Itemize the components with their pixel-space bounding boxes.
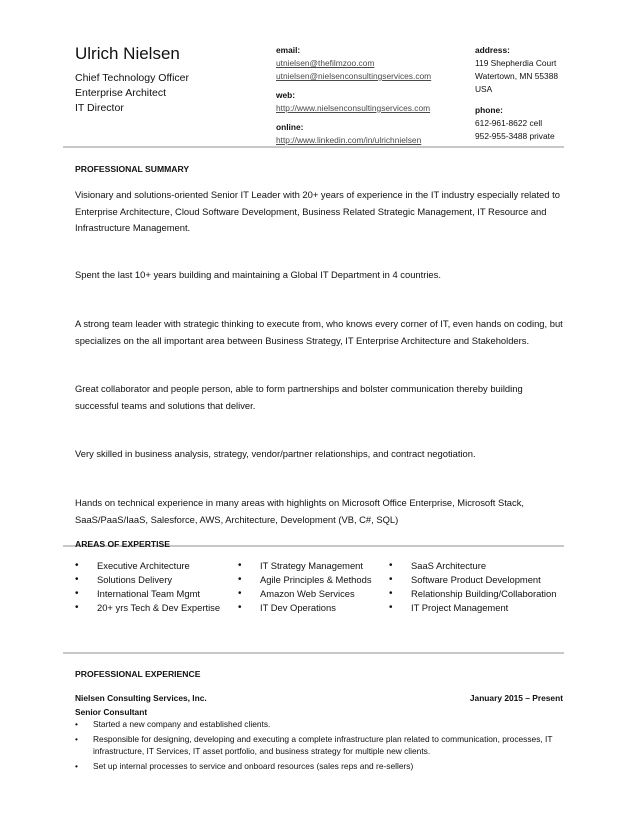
job-titles bbox=[75, 71, 189, 116]
phone-line: 952-955-3488 private bbox=[475, 131, 555, 141]
email-label: email: bbox=[276, 45, 301, 55]
section-divider bbox=[63, 146, 564, 148]
address-line: 119 Shepherdia Court bbox=[475, 58, 557, 68]
expertise-item: • SaaS Architecture bbox=[389, 559, 569, 573]
address-block bbox=[475, 44, 575, 143]
job-dates: January 2015 – Present bbox=[469, 693, 563, 703]
duty-item: • Responsible for designing, developing and executing a complete infrastructure plan related to communication, processes, IT infrastructure, IT Services, IT asset portfolio, and business strategy for multiple new clients. bbox=[75, 733, 565, 758]
duty-item: • Set up internal processes to service and onboard resources (sales reps and re-sellers) bbox=[75, 760, 565, 773]
title-line: Enterprise Architect bbox=[75, 87, 167, 99]
title-line: Chief Technology Officer bbox=[75, 72, 190, 84]
expertise-item: • Agile Principles & Methods bbox=[238, 573, 388, 587]
email-link[interactable]: utnielsen@nielsenconsultingservices.com bbox=[276, 71, 432, 81]
experience-heading: PROFESSIONAL EXPERIENCE bbox=[75, 669, 201, 679]
web-label: web: bbox=[276, 90, 296, 100]
expertise-item: • Amazon Web Services bbox=[238, 587, 388, 601]
expertise-item: • Executive Architecture bbox=[75, 559, 235, 573]
email-link[interactable]: utnielsen@thefilmzoo.com bbox=[276, 58, 375, 68]
expertise-item: • IT Strategy Management bbox=[238, 559, 388, 573]
phone-line: 612-961-8622 cell bbox=[475, 118, 543, 128]
duty-item: • Started a new company and established clients. bbox=[75, 718, 565, 731]
summary-paragraph: Visionary and solutions-oriented Senior IT Leader with 20+ years of experience in the IT industry especially related to Enterprise Architecture, Cloud Software Development, Business Related Strategic Management, IT Resource and Infrastructure Management. bbox=[75, 189, 560, 233]
duty-list bbox=[75, 718, 565, 774]
summary-paragraph: Great collaborator and people person, able to form partnerships and bolster communication thereby building successful teams and solutions that deliver. bbox=[75, 383, 523, 411]
phone-label: phone: bbox=[475, 105, 503, 115]
summary-heading: PROFESSIONAL SUMMARY bbox=[75, 164, 190, 174]
summary-paragraph: Spent the last 10+ years building and maintaining a Global IT Department in 4 countries. bbox=[75, 269, 441, 280]
job-role: Senior Consultant bbox=[75, 707, 148, 717]
online-label: online: bbox=[276, 122, 304, 132]
expertise-item: • IT Dev Operations bbox=[238, 601, 388, 615]
summary-paragraph: A strong team leader with strategic thinking to execute from, who knows every corner of IT, even hands on coding, but specializes on the all important area between Business Strategy, IT Enterprise Architecture and Stakeholders. bbox=[75, 318, 563, 346]
address-line: USA bbox=[475, 84, 493, 94]
title-line: IT Director bbox=[75, 102, 124, 114]
company-name: Nielsen Consulting Services, Inc. bbox=[75, 693, 207, 703]
contact-block bbox=[276, 44, 461, 147]
expertise-item: • 20+ yrs Tech & Dev Expertise bbox=[75, 601, 235, 615]
expertise-item: • International Team Mgmt bbox=[75, 587, 235, 601]
expertise-column bbox=[238, 559, 388, 615]
section-divider bbox=[63, 652, 564, 654]
expertise-column bbox=[75, 559, 235, 615]
expertise-item: • Solutions Delivery bbox=[75, 573, 235, 587]
address-line: Watertown, MN 55388 bbox=[475, 71, 559, 81]
address-label: address: bbox=[475, 45, 510, 55]
candidate-name: Ulrich Nielsen bbox=[75, 44, 180, 63]
expertise-item: • Relationship Building/Collaboration bbox=[389, 587, 569, 601]
job-header bbox=[75, 693, 563, 703]
summary-paragraph: Hands on technical experience in many areas with highlights on Microsoft Office Enterprise, Microsoft Stack, SaaS/PaaS/IaaS, Salesforce, AWS, Architecture, Development (VB, C#, SQL) bbox=[75, 497, 524, 525]
expertise-column bbox=[389, 559, 569, 615]
expertise-item: • IT Project Management bbox=[389, 601, 569, 615]
summary-paragraph: Very skilled in business analysis, strategy, vendor/partner relationships, and contract negotiation. bbox=[75, 448, 476, 459]
expertise-item: • Software Product Development bbox=[389, 573, 569, 587]
expertise-heading: AREAS OF EXPERTISE bbox=[75, 539, 171, 549]
linkedin-link[interactable]: http://www.linkedin.com/in/ulrichnielsen bbox=[276, 135, 422, 145]
web-link[interactable]: http://www.nielsenconsultingservices.com bbox=[276, 103, 431, 113]
